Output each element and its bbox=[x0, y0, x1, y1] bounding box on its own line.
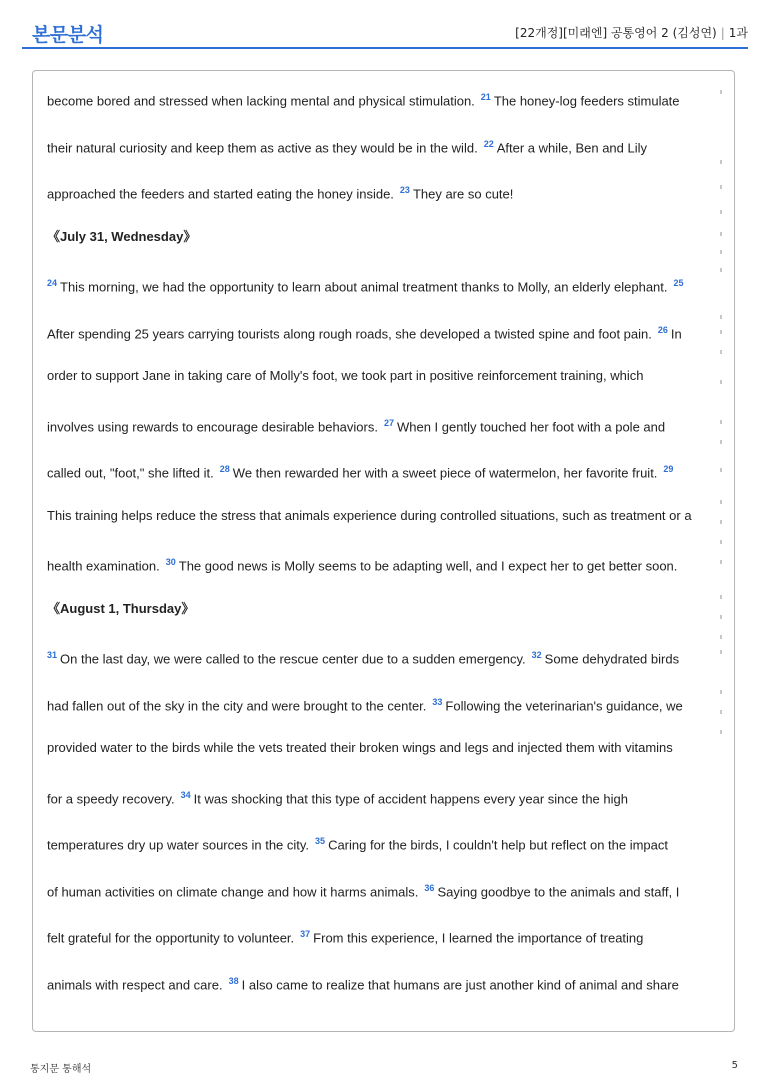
sentence-number: 27 bbox=[383, 417, 394, 428]
date-heading bbox=[47, 223, 727, 270]
sentence-text: After spending 25 years carrying tourists along rough roads, she developed a twisted spine and foot pain. bbox=[47, 325, 652, 341]
passage-line bbox=[47, 874, 727, 921]
header-divider bbox=[22, 47, 748, 49]
sentence-text: involves using rewards to encourage desirable behaviors. bbox=[47, 418, 378, 434]
edge-mark bbox=[720, 90, 722, 94]
edge-mark bbox=[720, 350, 722, 354]
passage-line bbox=[47, 502, 727, 549]
edge-mark bbox=[720, 650, 722, 654]
edge-mark bbox=[720, 232, 722, 236]
sentence-text: order to support Jane in taking care of Molly's foot, we took part in positive reinforcement training, which bbox=[47, 368, 644, 383]
section-title: 본문분석 bbox=[32, 24, 104, 46]
sentence-text: I also came to realize that humans are just another kind of animal and share bbox=[241, 976, 679, 992]
edge-mark bbox=[720, 560, 722, 564]
page-header bbox=[22, 18, 748, 48]
sentence-text: In bbox=[670, 325, 682, 341]
passage-line bbox=[47, 316, 727, 363]
sentence-number: 36 bbox=[424, 882, 435, 893]
sentence-number: 28 bbox=[219, 464, 230, 474]
sentence-text: The good news is Molly seems to be adapting well, and I expect her to get better soon. bbox=[178, 558, 678, 574]
sentence-text: had fallen out of the sky in the city and were brought to the center. bbox=[47, 697, 427, 713]
edge-mark bbox=[720, 690, 722, 694]
passage-line bbox=[47, 409, 727, 456]
sentence-number: 30 bbox=[165, 557, 176, 567]
passage-line bbox=[47, 781, 727, 828]
sentence-number: 33 bbox=[432, 696, 443, 707]
passage-line bbox=[47, 827, 727, 874]
edge-mark bbox=[720, 160, 722, 164]
edge-mark bbox=[720, 710, 722, 714]
sentence-number: 37 bbox=[300, 929, 311, 939]
passage-line bbox=[47, 83, 727, 130]
sentence-text: From this experience, I learned the importance of treating bbox=[313, 930, 644, 946]
sentence-text: On the last day, we were called to the rescue center due to a sudden emergency. bbox=[60, 651, 526, 667]
sentence-number: 24 bbox=[47, 278, 58, 288]
passage-line bbox=[47, 455, 727, 502]
edge-mark bbox=[720, 635, 722, 639]
footer-label: 통지문 통해석 bbox=[30, 1064, 92, 1075]
edge-mark bbox=[720, 540, 722, 544]
sentence-number: 21 bbox=[480, 92, 491, 102]
sentence-text: This morning, we had the opportunity to learn about animal treatment thanks to Molly, an elderly elephant. bbox=[60, 279, 668, 295]
sentence-number: 34 bbox=[180, 789, 191, 800]
sentence-text: health examination. bbox=[47, 558, 160, 574]
sentence-text: for a speedy recovery. bbox=[47, 790, 175, 806]
sentence-number: 26 bbox=[657, 324, 668, 335]
sentence-text: After a while, Ben and Lily bbox=[496, 139, 648, 155]
passage-line bbox=[47, 734, 727, 781]
textbook-info: [22개정][미래엔] 공통영어 2 (김성연) bbox=[515, 26, 717, 40]
sentence-number: 23 bbox=[399, 185, 410, 195]
sentence-text: They are so cute! bbox=[412, 186, 514, 202]
sentence-text: Caring for the birds, I couldn't help but reflect on the impact bbox=[328, 837, 669, 853]
passage-line bbox=[47, 548, 727, 595]
header-meta bbox=[515, 24, 748, 41]
passage-line bbox=[47, 641, 727, 688]
page-number: 5 bbox=[731, 1060, 738, 1071]
sentence-text: animals with respect and care. bbox=[47, 976, 223, 992]
passage-line bbox=[47, 269, 727, 316]
passage-line bbox=[47, 688, 727, 735]
edge-mark bbox=[720, 595, 722, 599]
edge-mark bbox=[720, 615, 722, 619]
right-edge-marks bbox=[720, 90, 724, 740]
edge-mark bbox=[720, 420, 722, 424]
passage-line bbox=[47, 362, 727, 409]
passage-line bbox=[47, 967, 727, 1014]
sentence-text: felt grateful for the opportunity to volunteer. bbox=[47, 930, 295, 946]
sentence-text: This training helps reduce the stress that animals experience during controlled situations, such as treatment or a bbox=[47, 507, 692, 523]
edge-mark bbox=[720, 185, 722, 189]
sentence-text: Saying goodbye to the animals and staff, I bbox=[437, 883, 680, 899]
passage-line bbox=[47, 130, 727, 177]
sentence-text: The honey-log feeders stimulate bbox=[493, 93, 680, 109]
edge-mark bbox=[720, 210, 722, 214]
text-box bbox=[32, 70, 735, 1032]
date-heading bbox=[47, 595, 727, 642]
sentence-text: become bored and stressed when lacking mental and physical stimulation. bbox=[47, 93, 475, 109]
sentence-text: When I gently touched her foot with a pole and bbox=[396, 418, 666, 434]
sentence-text: approached the feeders and started eating the honey inside. bbox=[47, 186, 394, 202]
edge-mark bbox=[720, 330, 722, 334]
edge-mark bbox=[720, 500, 722, 504]
edge-mark bbox=[720, 380, 722, 384]
sentence-text: provided water to the birds while the vets treated their broken wings and legs and injected them with vitamins bbox=[47, 740, 673, 755]
sentence-number: 38 bbox=[228, 975, 239, 986]
sentence-text: their natural curiosity and keep them as active as they would be in the wild. bbox=[47, 139, 478, 155]
edge-mark bbox=[720, 315, 722, 319]
sentence-number: 35 bbox=[315, 836, 326, 846]
sentence-text: It was shocking that this type of accident happens every year since the high bbox=[193, 790, 628, 806]
edge-mark bbox=[720, 520, 722, 524]
edge-mark bbox=[720, 440, 722, 444]
sentence-text: We then rewarded her with a sweet piece of watermelon, her favorite fruit. bbox=[232, 465, 658, 481]
edge-mark bbox=[720, 730, 722, 734]
sentence-text: of human activities on climate change and how it harms animals. bbox=[47, 883, 419, 899]
edge-mark bbox=[720, 268, 722, 272]
sentence-number: 22 bbox=[483, 138, 494, 149]
sentence-number: 29 bbox=[663, 464, 674, 474]
sentence-text: temperatures dry up water sources in the city. bbox=[47, 837, 310, 853]
sentence-number: 32 bbox=[531, 650, 542, 660]
sentence-number: 25 bbox=[673, 278, 684, 288]
sentence-text: Some dehydrated birds bbox=[544, 651, 680, 667]
passage-lines bbox=[47, 83, 727, 1013]
edge-mark bbox=[720, 468, 722, 472]
sentence-number: 31 bbox=[47, 650, 58, 660]
sentence-text: Following the veterinarian's guidance, we bbox=[445, 697, 683, 713]
sentence-text: 《August 1, Thursday》 bbox=[47, 600, 195, 616]
sentence-text: called out, "foot," she lifted it. bbox=[47, 465, 214, 481]
passage-line bbox=[47, 176, 727, 223]
passage-line bbox=[47, 920, 727, 967]
sentence-text: 《July 31, Wednesday》 bbox=[47, 228, 197, 244]
edge-mark bbox=[720, 250, 722, 254]
lesson-label: 1과 bbox=[728, 26, 748, 40]
header-separator: | bbox=[720, 26, 725, 40]
